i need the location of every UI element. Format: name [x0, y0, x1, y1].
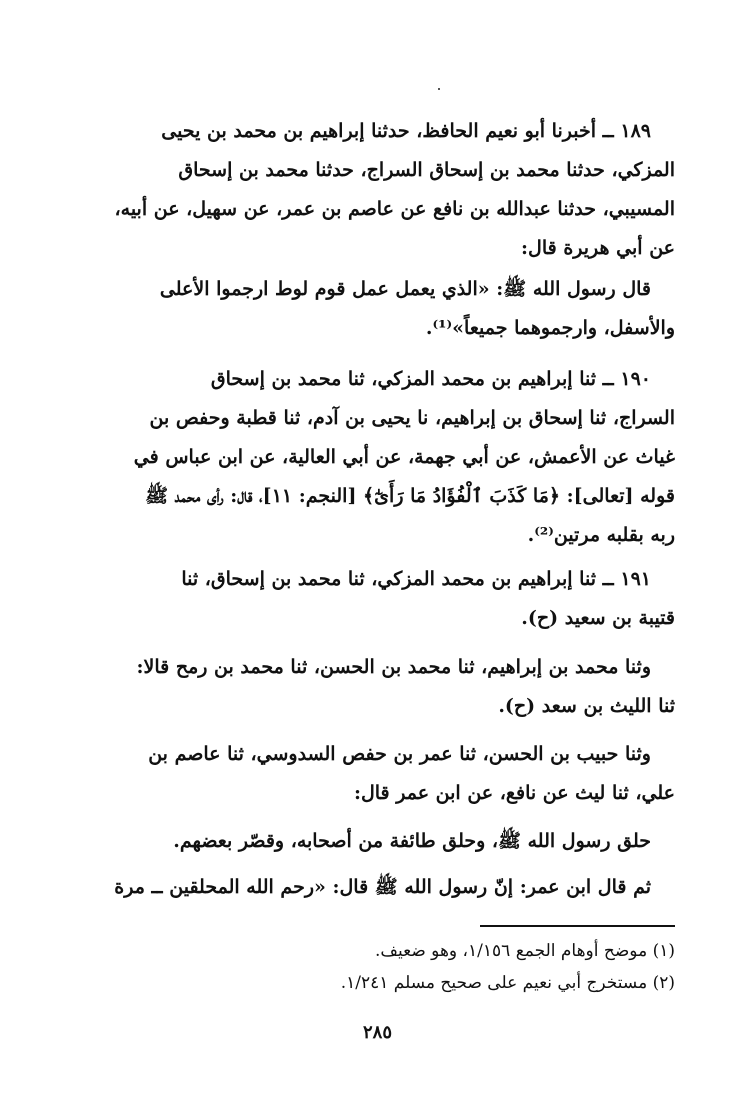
paragraph-chain-2 — [75, 648, 675, 726]
paragraph-chain-3 — [75, 735, 675, 813]
text-line: المزكي، حدثنا محمد بن إسحاق السراج، حدثنا محمد بن إسحاق — [178, 159, 675, 181]
paragraph-hadith-text — [75, 270, 675, 348]
footnote-separator — [480, 925, 675, 927]
text-line: ١٨٩ ــ أخبرنا أبو نعيم الحافظ، حدثنا إبراهيم بن محمد بن يحيى — [161, 120, 651, 142]
text-line: والأسفل، وارجموهما جميعاً»⁽¹⁾. — [425, 317, 675, 339]
text-line: غياث عن الأعمش، عن أبي جهمة، عن أبي العالية، عن ابن عباس في — [133, 446, 675, 468]
text-line: قتيبة بن سعيد (ح). — [521, 607, 675, 629]
paragraph-hadith-189 — [75, 112, 675, 268]
paragraph-matn — [75, 822, 675, 861]
paragraph-hadith-191 — [75, 560, 675, 638]
footnotes — [75, 935, 675, 999]
text-line: ربه بقلبه مرتين⁽²⁾. — [527, 524, 675, 546]
text-line: ثم قال ابن عمر: إنّ رسول الله ﷺ قال: «رحم الله المحلقين ــ مرة — [114, 876, 651, 898]
text-line: وثنا محمد بن إبراهيم، ثنا محمد بن الحسن، ثنا محمد بن رمح قالا: — [136, 656, 651, 678]
text-line: حلق رسول الله ﷺ، وحلق طائفة من أصحابه، وقصّر بعضهم. — [173, 830, 651, 852]
text-line: قوله [تعالى]: ﴿مَا كَذَبَ ٱلْفُؤَادُ مَا رَأَىٰٓ﴾ [النجم: ١١]، قال: رأى محمد ﷺ — [145, 485, 675, 507]
footnote-2: (٢) مستخرج أبي نعيم على صحيح مسلم ١/٢٤١. — [340, 973, 675, 993]
text-line: علي، ثنا ليث عن نافع، عن ابن عمر قال: — [353, 782, 675, 804]
text-line: ١٩١ ــ ثنا إبراهيم بن محمد المزكي، ثنا محمد بن إسحاق، ثنا — [181, 568, 651, 590]
page-number: ٢٨٥ — [362, 1022, 392, 1043]
text-line: ١٩٠ ــ ثنا إبراهيم بن محمد المزكي، ثنا محمد بن إسحاق — [210, 368, 651, 390]
text-line: ثنا الليث بن سعد (ح). — [498, 695, 675, 717]
text-line: عن أبي هريرة قال: — [521, 237, 675, 259]
footnote-1: (١) موضح أوهام الجمع ١/١٥٦، وهو ضعيف. — [375, 941, 675, 961]
text-line: السراج، ثنا إسحاق بن إبراهيم، نا يحيى بن آدم، ثنا قطبة وحفص بن — [149, 407, 675, 429]
text-line: المسيبي، حدثنا عبدالله بن نافع عن عاصم بن عمر، عن سهيل، عن أبيه، — [114, 198, 675, 220]
paragraph-continuation — [75, 868, 675, 907]
text-line: قال رسول الله ﷺ: «الذي يعمل عمل قوم لوط ارجموا الأعلى — [159, 278, 651, 300]
print-dot — [438, 88, 440, 90]
text-line: وثنا حبيب بن الحسن، ثنا عمر بن حفص السدوسي، ثنا عاصم بن — [148, 743, 651, 765]
paragraph-hadith-190 — [75, 360, 675, 555]
